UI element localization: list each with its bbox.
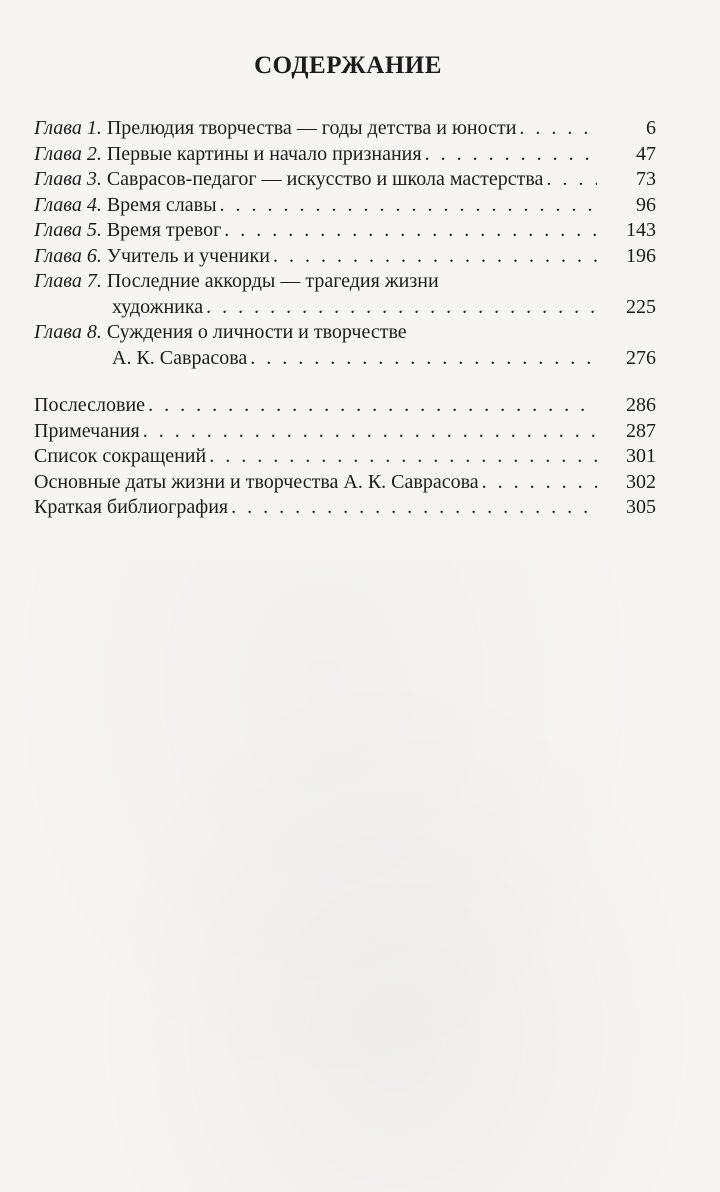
table-of-contents [34, 116, 656, 521]
toc-entry-chapter-4 [34, 193, 656, 219]
chapter-title-continued: А. К. Саврасова [112, 346, 248, 369]
chapter-title: Первые картины и начало признания [106, 142, 422, 165]
page-number: 225 [626, 295, 656, 318]
chapter-prefix: Глава 7. [34, 270, 102, 292]
page-number: 302 [626, 470, 656, 493]
chapter-prefix: Глава 1. [34, 117, 102, 139]
toc-entry-chapter-7 [34, 269, 656, 320]
chapter-title: Время славы [106, 193, 217, 216]
entry-title: Список сокращений [34, 445, 207, 467]
chapter-title: Учитель и ученики [106, 244, 270, 267]
leader-dots [482, 470, 597, 496]
chapter-prefix: Глава 8. [34, 321, 102, 343]
leader-dots [231, 495, 597, 521]
toc-entry-chapter-2 [34, 142, 656, 168]
page-number: 96 [636, 193, 656, 216]
page-number: 143 [626, 219, 656, 241]
leader-dots [519, 116, 597, 142]
chapter-title: Последние аккорды — трагедия жизни [106, 270, 439, 292]
toc-entry-chapter-3 [34, 167, 656, 193]
chapter-prefix: Глава 2. [34, 142, 102, 165]
leader-dots [143, 419, 597, 445]
leader-dots [220, 193, 597, 219]
chapter-title-continued: художника [112, 295, 204, 318]
chapter-title: Саврасов-педагог — искусство и школа мастерства [106, 168, 544, 190]
page-number: 301 [626, 445, 656, 467]
page-number: 276 [626, 346, 656, 369]
toc-entry-chapter-6 [34, 244, 656, 270]
chapter-prefix: Глава 6. [34, 244, 102, 267]
entry-title: Послесловие [34, 394, 146, 416]
page-number: 6 [646, 117, 656, 139]
page-number: 47 [636, 142, 656, 165]
leader-dots [206, 295, 597, 321]
page-texture [0, 560, 720, 1192]
page-number: 286 [626, 394, 656, 416]
chapter-prefix: Глава 4. [34, 193, 102, 216]
toc-entry-notes [34, 419, 656, 445]
chapter-title: Суждения о личности и творчестве [106, 321, 407, 343]
leader-dots [425, 142, 597, 168]
toc-entry-bibliography [34, 495, 656, 521]
toc-entry-abbreviations [34, 444, 656, 470]
page-number: 73 [636, 168, 656, 190]
chapter-title: Время тревог [106, 219, 222, 241]
page-title: СОДЕРЖАНИЕ [254, 52, 442, 79]
page-number: 196 [626, 244, 656, 267]
chapter-title: Прелюдия творчества — годы детства и юности [106, 117, 517, 139]
section-gap [34, 371, 656, 393]
toc-entry-chapter-8 [34, 320, 656, 371]
leader-dots [250, 346, 597, 372]
toc-entry-chapter-5 [34, 218, 656, 244]
leader-dots [148, 393, 597, 419]
chapter-prefix: Глава 5. [34, 219, 102, 241]
entry-title: Краткая библиография [34, 496, 229, 518]
page-number: 305 [626, 496, 656, 518]
toc-entry-chapter-1 [34, 116, 656, 142]
chapter-prefix: Глава 3. [34, 168, 102, 190]
toc-entry-key-dates [34, 470, 656, 496]
leader-dots [209, 444, 597, 470]
page-number: 287 [626, 419, 656, 442]
leader-dots [546, 167, 597, 193]
entry-title: Примечания [34, 419, 140, 442]
toc-entry-afterword [34, 393, 656, 419]
leader-dots [273, 244, 597, 270]
leader-dots [224, 218, 597, 244]
entry-title: Основные даты жизни и творчества А. К. Саврасова [34, 470, 479, 493]
